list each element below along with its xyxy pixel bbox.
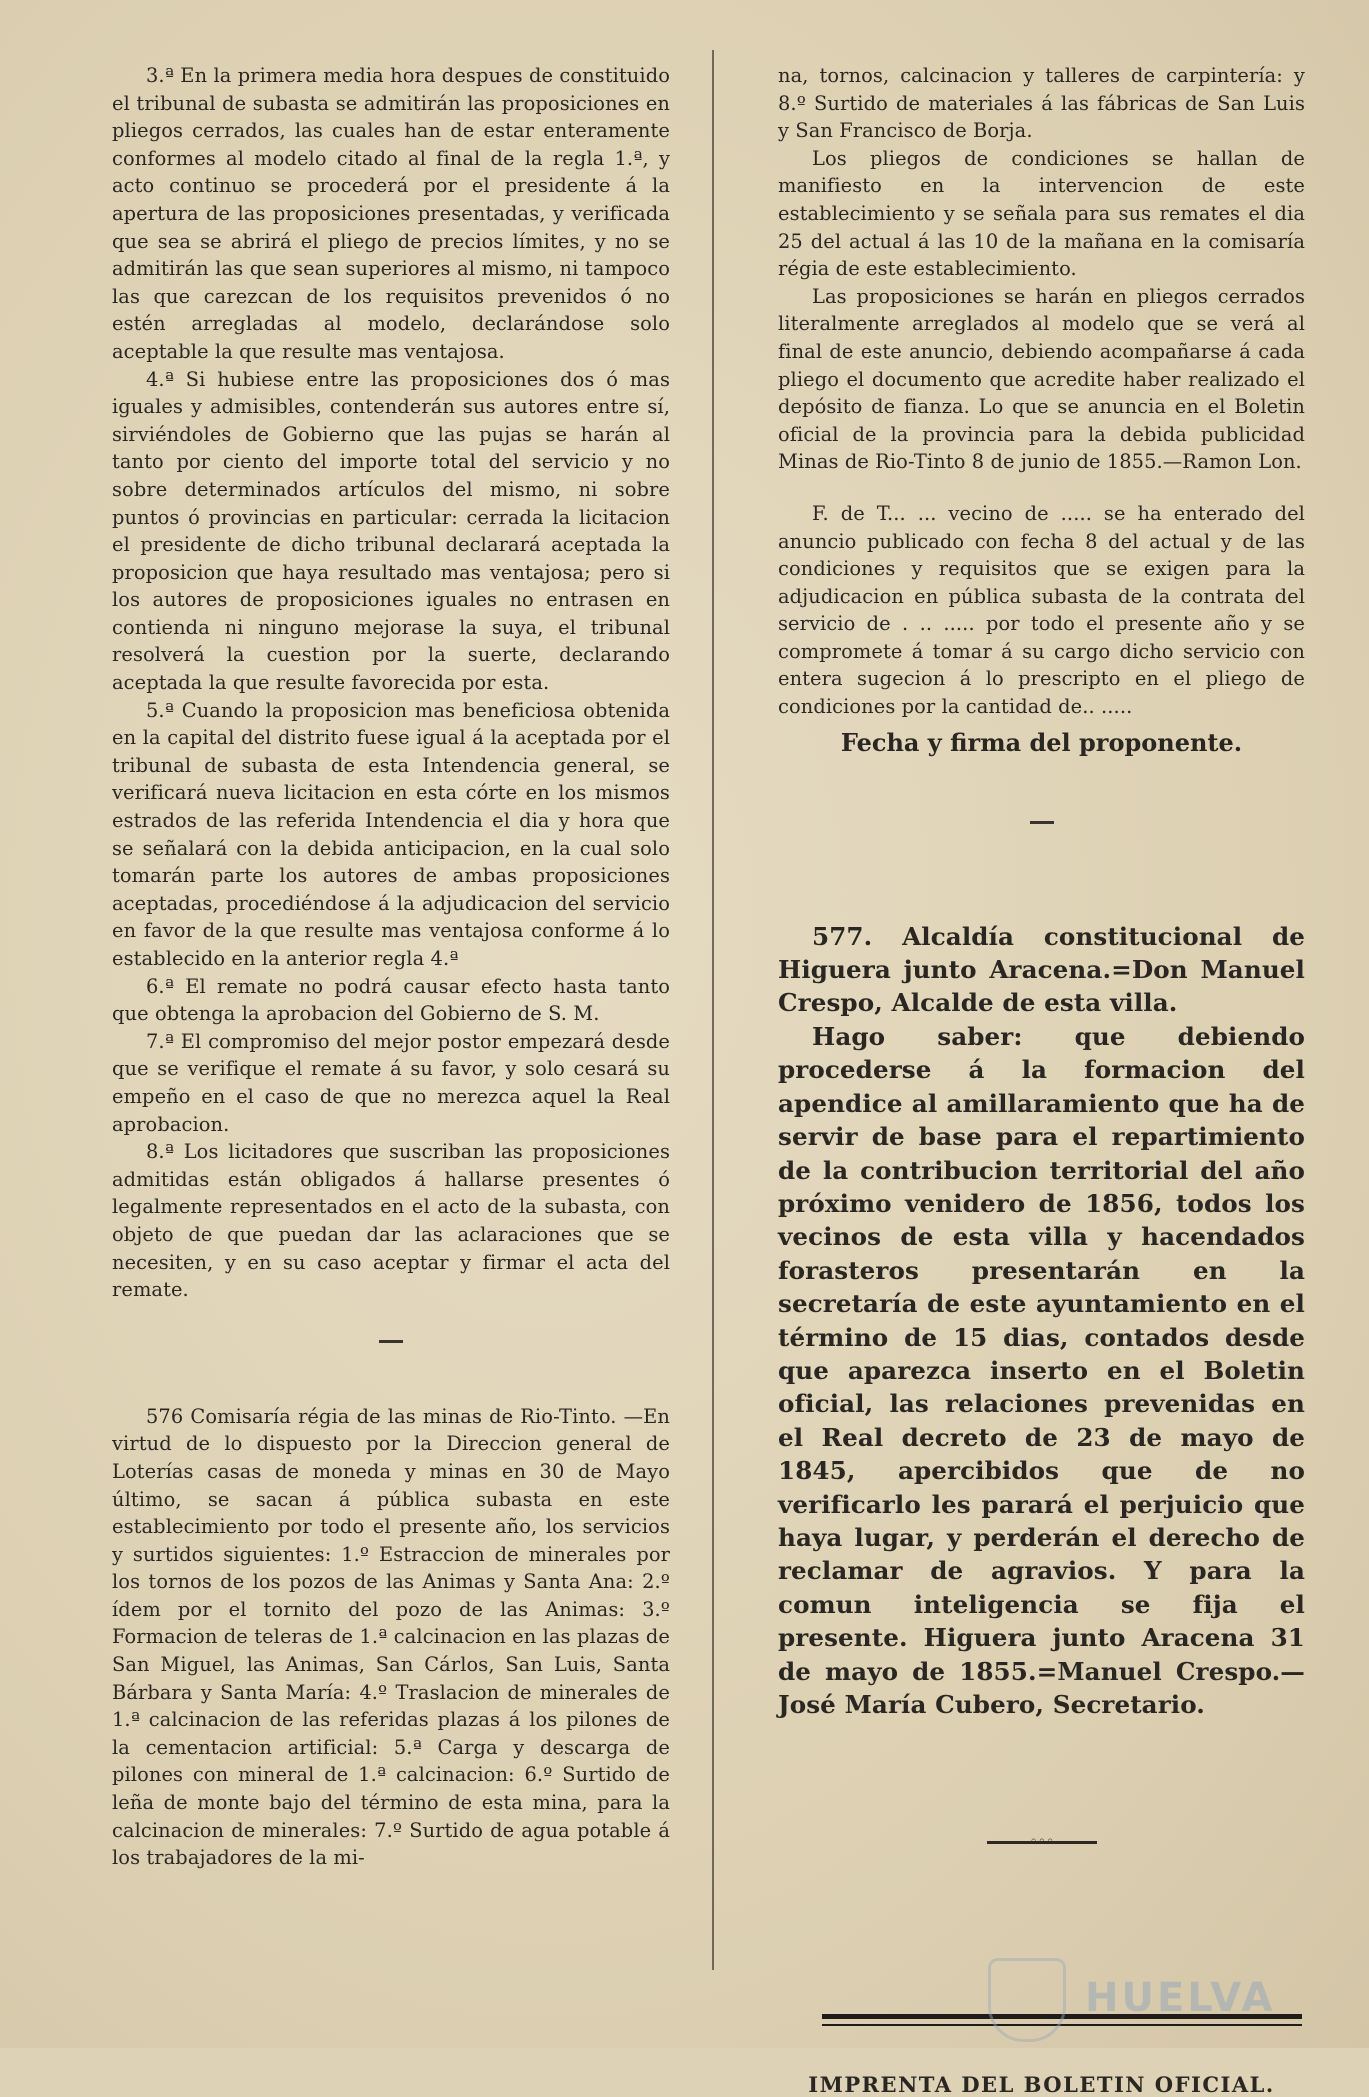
archive-watermark: HUELVA [1085, 1975, 1276, 2021]
notice-576-continuation: na, tornos, calcinacion y talleres de carpintería: y 8.º Surtido de materiales á las fábricas de San Luis y San Francisco de Borja. [778, 64, 1305, 143]
rule-8: 8.ª Los licitadores que suscriban las proposiciones admitidas están obligados á hallarse presentes ó legalmente representados en el acto de la subasta, con objeto de que puedan dar las aclaraciones que se necesiten, y en su caso aceptar y firmar el acta del remate. [112, 1140, 670, 1302]
ornament-divider [987, 1834, 1097, 1851]
notice-577-title: 577. Alcaldía constitucional de Higuera junto Aracena.=Don Manuel Crespo, Alcalde de esta villa. [778, 921, 1305, 1018]
ornament-glyph: ◦◦◦ [1029, 1834, 1055, 1851]
rule-4: 4.ª Si hubiese entre las proposiciones dos ó mas iguales y admisibles, contenderán sus autores entre sí, sirviéndoles de Gobierno que las pujas se harán al tanto por ciento del importe total del servicio y no sobre determinados artículos del mismo, ni sobre puntos ó provincias en particular: cerrada la licitacion el presidente de dicho tribunal declarará aceptada la proposicion que haya resultado mas ventajosa; pero si los autores de proposiciones iguales no entrasen en contienda ni ninguno mejorase la suya, el tribunal resolverá la cuestion por la suerte, declarando aceptada la que resulte favorecida por esta. [112, 367, 670, 695]
printer-imprint: IMPRENTA DEL BOLETIN OFICIAL. [808, 2072, 1275, 2097]
notice-577 [778, 920, 1305, 1722]
closing-rule-thin [822, 2024, 1302, 2026]
notice-577-body: Hago saber: que debiendo procederse á la formacion del apendice al amillaramiento que ha de servir de base para el repartimiento de la contribucion territorial del año próximo venidero de 1856, todos los vecinos de esta villa y hacendados forasteros presentarán en la secretaría de este ayuntamiento en el término de 15 dias, contados desde que aparezca inserto en el Boletin oficial, las relaciones prevenidas en el Real decreto de 23 de mayo de 1845, apercibidos que de no verificarlo les parará el perjuicio que haya lugar, y perderán el derecho de reclamar de agravios. Y para la comun inteligencia se fija el presente. Higuera junto Aracena 31 de mayo de 1855.=Manuel Crespo.—José María Cubero, Secretario. [778, 1021, 1305, 1719]
left-column [112, 62, 670, 1872]
proposal-signature-line: Fecha y firma del proponente. [840, 727, 1243, 757]
rule-3: 3.ª En la primera media hora despues de constituido el tribunal de subasta se admitirán las proposiciones en pliegos cerrados, las cuales han de estar enteramente conformes al modelo citado al final de la regla 1.ª, y acto continuo se procederá por el presidente á la apertura de las proposiciones presentadas, y verificada que sea se abrirá el pliego de precios límites, y no se admitirán las que sean superiores al mismo, ni tampoco las que carezcan de los requisitos prevenidos ó no estén arregladas al modelo, declarándose solo aceptable la que resulte mas ventajosa. [112, 64, 670, 363]
rule-7: 7.ª El compromiso del mejor postor empezará desde que se verifique el remate á su favor, y solo cesará su empeño en el caso de que no merezca aquel la Real aprobacion. [112, 1029, 670, 1136]
archive-seal-icon [988, 1958, 1066, 2042]
rule-5: 5.ª Cuando la proposicion mas beneficiosa obtenida en la capital del distrito fuese igual á la aceptada por el tribunal de subasta de esta Intendencia general, se verificará nueva licitacion en esta córte en los mismos estrados de las referida Intendencia el dia y hora que se señalará con la debida anticipacion, en la cual solo tomarán parte los autores de ambas proposiciones aceptadas, procediéndose á la adjudicacion del servicio en favor de la que resulte mas ventajosa conforme á lo establecido en la anterior regla 4.ª [112, 698, 670, 970]
proposal-model: F. de T... ... vecino de ..... se ha enterado del anuncio publicado con fecha 8 del actual y de las condiciones y requisitos que se exigen para la adjudicacion en pública subasta de la contrata del servicio de . .. ..... por todo el presente año y se compromete á tomar á su cargo dicho servicio con entera sugecion á lo prescripto en el pliego de condiciones por la cantidad de.. ..... [778, 501, 1305, 719]
proposiciones-paragraph: Las proposiciones se harán en pliegos cerrados literalmente arreglados al modelo que se verá al final de este anuncio, debiendo acompañarse á cada pliego el documento que acredite haber realizado el depósito de fianza. Lo que se anuncia en el Boletin oficial de la provincia para la debida publicidad Minas de Rio-Tinto 8 de junio de 1855.—Ramon Lon. [778, 284, 1305, 474]
pliegos-paragraph: Los pliegos de condiciones se hallan de manifiesto en la intervencion de este establecimiento y se señala para sus remates el dia 25 del actual á las 10 de la mañana en la comisaría régia de este establecimiento. [778, 146, 1305, 281]
section-divider [379, 1340, 403, 1343]
notice-576: 576 Comisaría régia de las minas de Rio-Tinto. —En virtud de lo dispuesto por la Direccion general de Loterías casas de moneda y minas en 30 de Mayo último, se sacan á pública subasta en este establecimiento por todo el presente año, los servicios y surtidos siguientes: 1.º Estraccion de minerales por los tornos de los pozos de las Animas y Santa Ana: 2.º ídem por el tornito del pozo de las Animas: 3.º Formacion de teleras de 1.ª calcinacion en las plazas de San Miguel, las Animas, San Cárlos, San Luis, Santa Bárbara y Santa María: 4.º Traslacion de minerales de 1.ª calcinacion de las referidas plazas á los pilones de la cementacion artificial: 5.ª Carga y descarga de pilones con mineral de 1.ª calcinacion: 6.º Surtido de leña de monte bajo del término de esta mina, para la calcinacion de minerales: 7.º Surtido de agua potable á los trabajadores de la mi- [112, 1404, 670, 1870]
rule-6: 6.ª El remate no podrá causar efecto hasta tanto que obtenga la aprobacion del Gobierno de S. M. [112, 974, 670, 1026]
right-column [778, 62, 1305, 2097]
section-divider-right [1030, 821, 1054, 824]
column-divider [712, 50, 714, 1970]
